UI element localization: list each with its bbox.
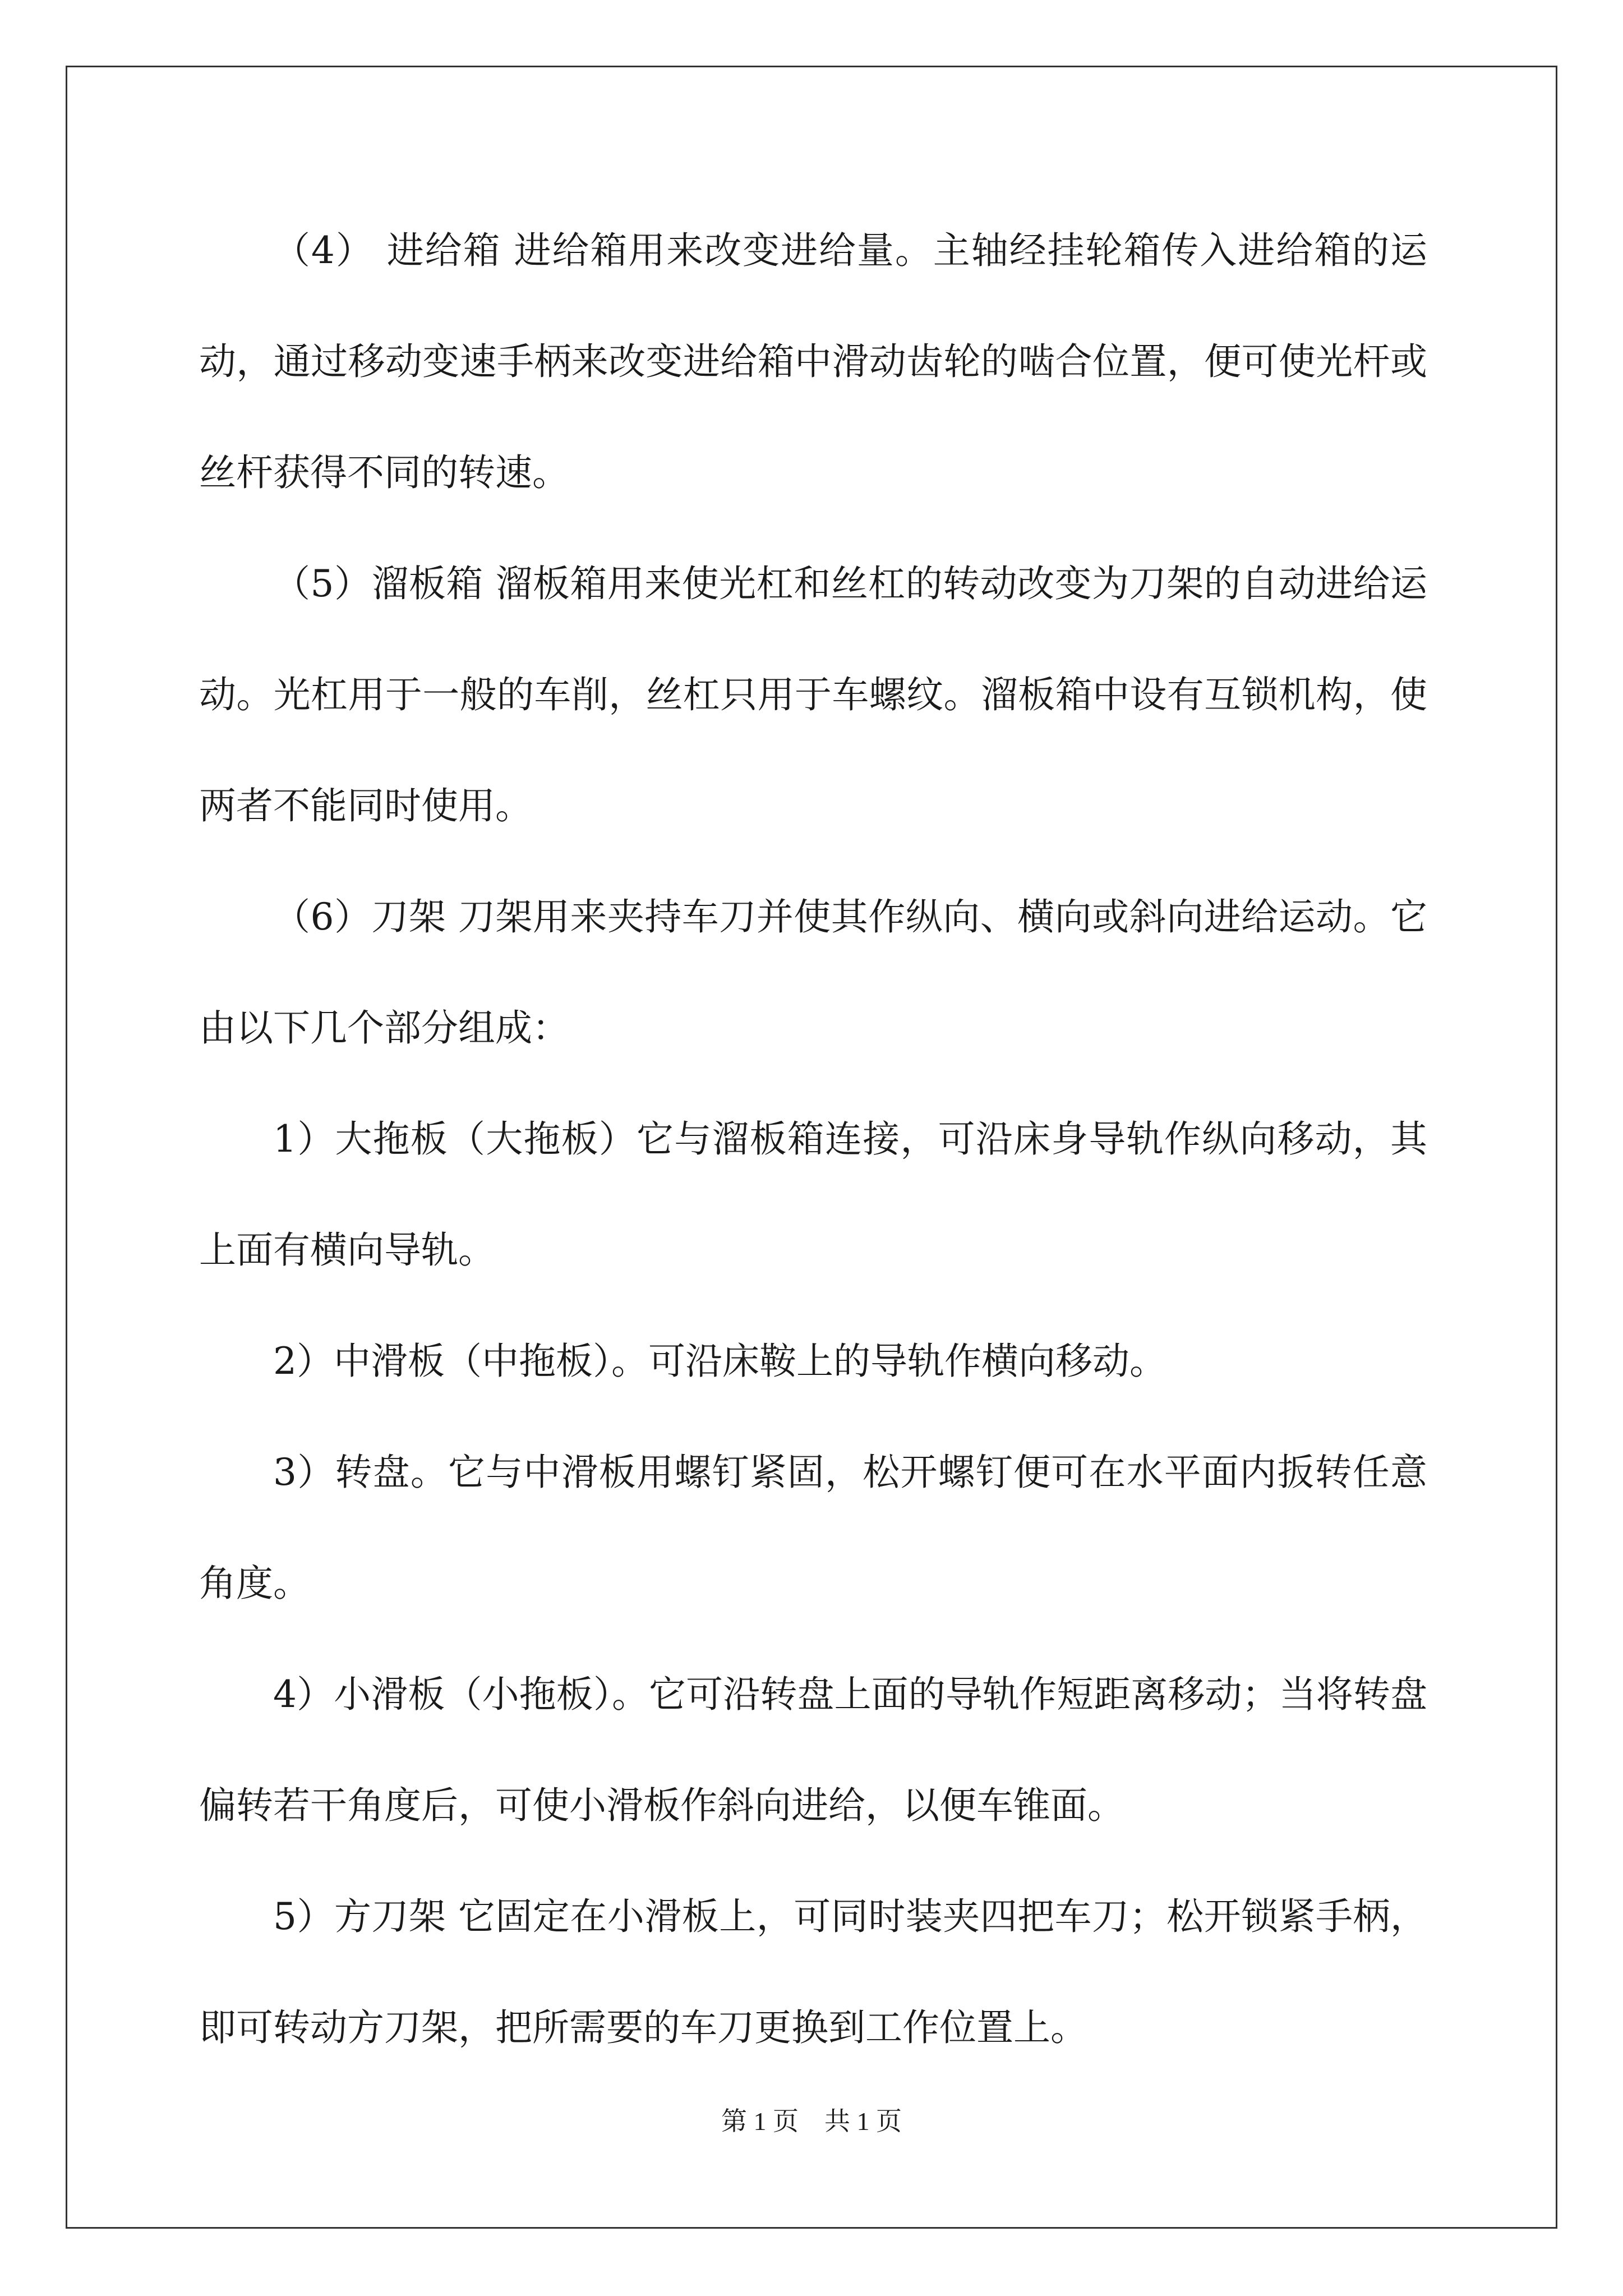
document-body (199, 195, 1427, 2083)
paragraph-turntable: 3）转盘。它与中滑板用螺钉紧固，松开螺钉便可在水平面内扳转任意角度。 (199, 1451, 1427, 1605)
paragraph-compound-slide: 4）小滑板（小拖板）。它可沿转盘上面的导轨作短距离移动；当将转盘偏转若干角度后，可使小滑板作斜向进给，以便车锥面。 (199, 1673, 1427, 1827)
page-number-footer: 第 1 页 共 1 页 (721, 2107, 902, 2136)
paragraph-carriage: 1）大拖板（大拖板）它与溜板箱连接，可沿床身导轨作纵向移动，其上面有横向导轨。 (199, 1117, 1427, 1272)
paragraph-feed-box: （4） 进给箱 进给箱用来改变进给量。主轴经挂轮箱传入进给箱的运动，通过移动变速手柄来改变进给箱中滑动齿轮的啮合位置，便可使光杆或丝杆获得不同的转速。 (199, 229, 1427, 494)
paragraph-tool-post: （6）刀架 刀架用来夹持车刀并使其作纵向、横向或斜向进给运动。它由以下几个部分组成： (199, 895, 1427, 1050)
paragraph-square-tool-post: 5）方刀架 它固定在小滑板上，可同时装夹四把车刀；松开锁紧手柄，即可转动方刀架，把所需要的车刀更换到工作位置上。 (199, 1895, 1427, 2049)
paragraph-apron-box: （5）溜板箱 溜板箱用来使光杠和丝杠的转动改变为刀架的自动进给运动。光杠用于一般的车削，丝杠只用于车螺纹。溜板箱中设有互锁机构，使两者不能同时使用。 (199, 562, 1427, 827)
paragraph-cross-slide: 2）中滑板（中拖板）。可沿床鞍上的导轨作横向移动。 (273, 1340, 1166, 1383)
